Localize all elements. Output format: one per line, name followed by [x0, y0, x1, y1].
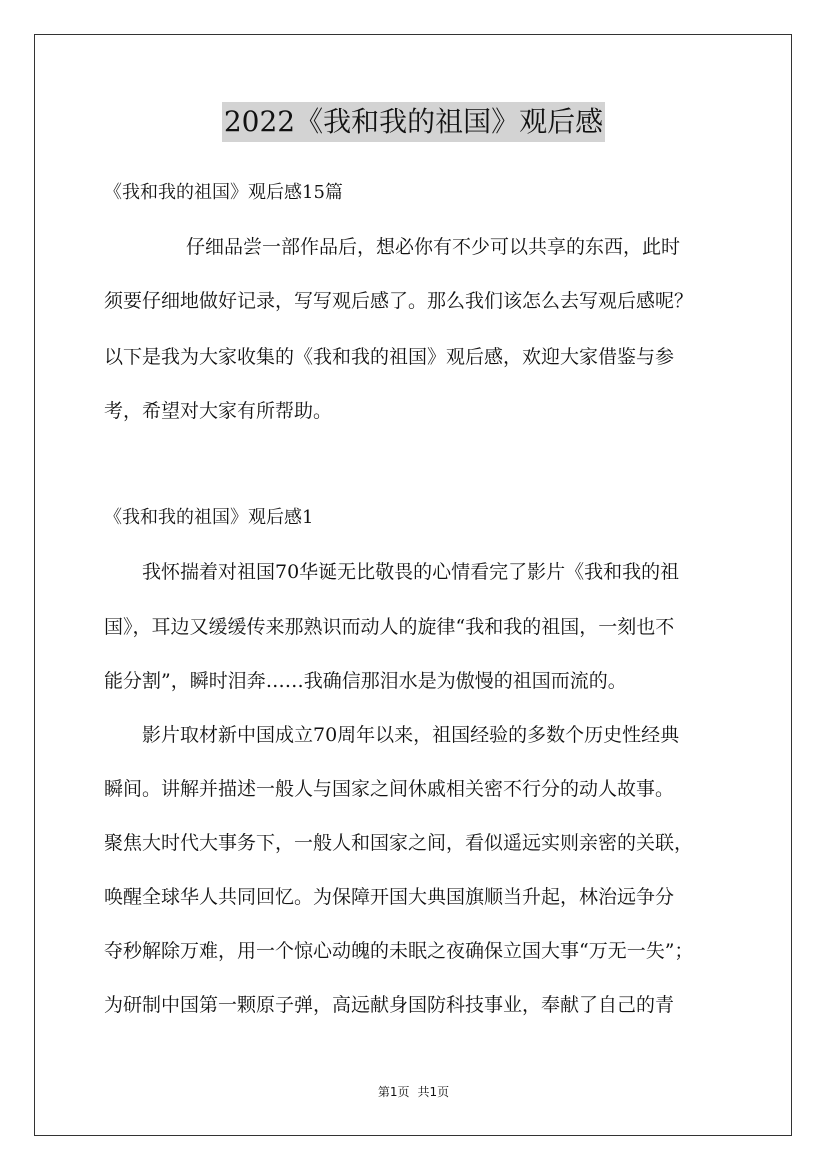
- page-number: 第1页: [377, 1085, 410, 1099]
- body-line: 我怀揣着对祖国70华诞无比敬畏的心情看完了影片《我和我的祖: [142, 561, 680, 583]
- page-total: 共1页: [417, 1085, 450, 1099]
- body-line: 聚焦大时代大事务下，一般人和国家之间，看似遥远实则亲密的关联，: [104, 832, 694, 854]
- section-heading: 《我和我的祖国》观后感1: [104, 507, 314, 528]
- body-line: 国》，耳边又缓缓传来那熟识而动人的旋律“我和我的祖国，一刻也不: [104, 616, 675, 638]
- body-line: 夺秒解除万难，用一个惊心动魄的未眠之夜确保立国大事“万无一失”；: [104, 940, 694, 962]
- document-subtitle: 《我和我的祖国》观后感15篇: [104, 182, 343, 203]
- intro-line: 考，希望对大家有所帮助。: [104, 400, 333, 422]
- body-line: 影片取材新中国成立70周年以来，祖国经验的多数个历史性经典: [142, 724, 680, 746]
- intro-line: 以下是我为大家收集的《我和我的祖国》观后感，欢迎大家借鉴与参: [104, 346, 675, 368]
- intro-line: 须要仔细地做好记录，写写观后感了。那么我们该怎么去写观后感呢？: [104, 290, 694, 312]
- page-footer: [0, 1084, 827, 1100]
- title-container: [0, 102, 827, 142]
- body-line: 瞬间。讲解并描述一般人与国家之间休戚相关密不行分的动人故事。: [104, 778, 675, 800]
- body-line: 唤醒全球华人共同回忆。为保障开国大典国旗顺当升起，林治远争分: [104, 886, 675, 908]
- body-line: 能分割”，瞬时泪奔……我确信那泪水是为傲慢的祖国而流的。: [104, 670, 627, 692]
- document-title: 2022《我和我的祖国》观后感: [222, 102, 605, 142]
- intro-line: 仔细品尝一部作品后，想必你有不少可以共享的东西，此时: [186, 236, 681, 258]
- body-line: 为研制中国第一颗原子弹，高远献身国防科技事业，奉献了自己的青: [104, 994, 675, 1016]
